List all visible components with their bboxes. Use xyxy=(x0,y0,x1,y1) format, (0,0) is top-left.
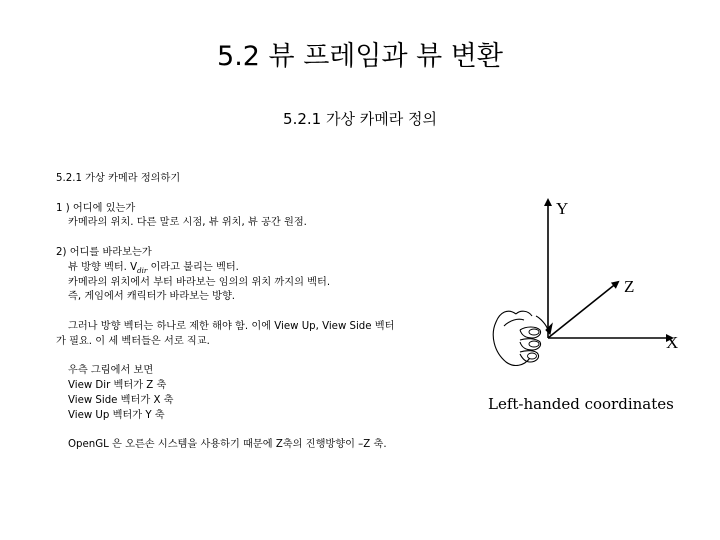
item2-line1 xyxy=(56,261,460,276)
right-intro: 우측 그림에서 보면 xyxy=(68,365,154,377)
left-handed-coordinates-diagram xyxy=(480,190,700,420)
y-axis-label: Y xyxy=(556,199,569,218)
item2-line2: 카메라의 위치에서 부터 바라보는 임의의 위치 까지의 벡터. xyxy=(68,276,331,288)
item2-line1-a: 뷰 방향 벡터. V xyxy=(68,261,138,273)
item1-description: 카메라의 위치. 다른 말로 시점, 뷰 위치, 뷰 공간 원점. xyxy=(68,217,307,229)
spacer xyxy=(56,350,460,365)
slide-subtitle: 5.2.1 가상 카메라 정의 xyxy=(283,110,437,128)
section-heading: 5.2.1 가상 카메라 정의하기 xyxy=(56,173,181,184)
item2-line1-b: 이라고 불리는 벡터. xyxy=(147,261,239,273)
x-axis-label: X xyxy=(666,333,679,352)
item1-title: 1 ) 어디에 있는가 xyxy=(56,202,136,214)
hand-fingers xyxy=(528,329,540,359)
spacer xyxy=(56,424,460,439)
view-dir-line: View Dir 벡터가 Z 축 xyxy=(68,380,167,392)
spacer xyxy=(56,187,460,202)
view-side-line: View Side 벡터가 X 축 xyxy=(68,394,174,406)
vdir-subscript: dir xyxy=(137,266,148,275)
z-axis xyxy=(548,282,618,338)
para1-line2: 가 필요. 이 세 벡터들은 서로 직교. xyxy=(56,335,210,347)
z-axis-label: Z xyxy=(624,277,635,296)
diagram-caption: Left-handed coordinates xyxy=(488,395,674,413)
slide-title: 5.2 뷰 프레임과 뷰 변환 xyxy=(217,41,503,72)
item2-line3: 즉, 게임에서 캐릭터가 바라보는 방향. xyxy=(68,291,236,303)
para1-line1: 그러나 방향 벡터는 하나로 제한 해야 함. 이에 View Up, View Side 벡터 xyxy=(68,320,395,332)
spacer xyxy=(56,231,460,246)
body-text xyxy=(56,172,460,453)
view-up-line: View Up 벡터가 Y 축 xyxy=(68,409,165,421)
left-hand-icon xyxy=(493,311,552,365)
spacer xyxy=(56,305,460,320)
opengl-note: OpenGL 은 오른손 시스템을 사용하기 때문에 Z축의 진행방향이 –Z 축. xyxy=(68,439,387,451)
item2-title: 2) 어디를 바라보는가 xyxy=(56,246,152,258)
